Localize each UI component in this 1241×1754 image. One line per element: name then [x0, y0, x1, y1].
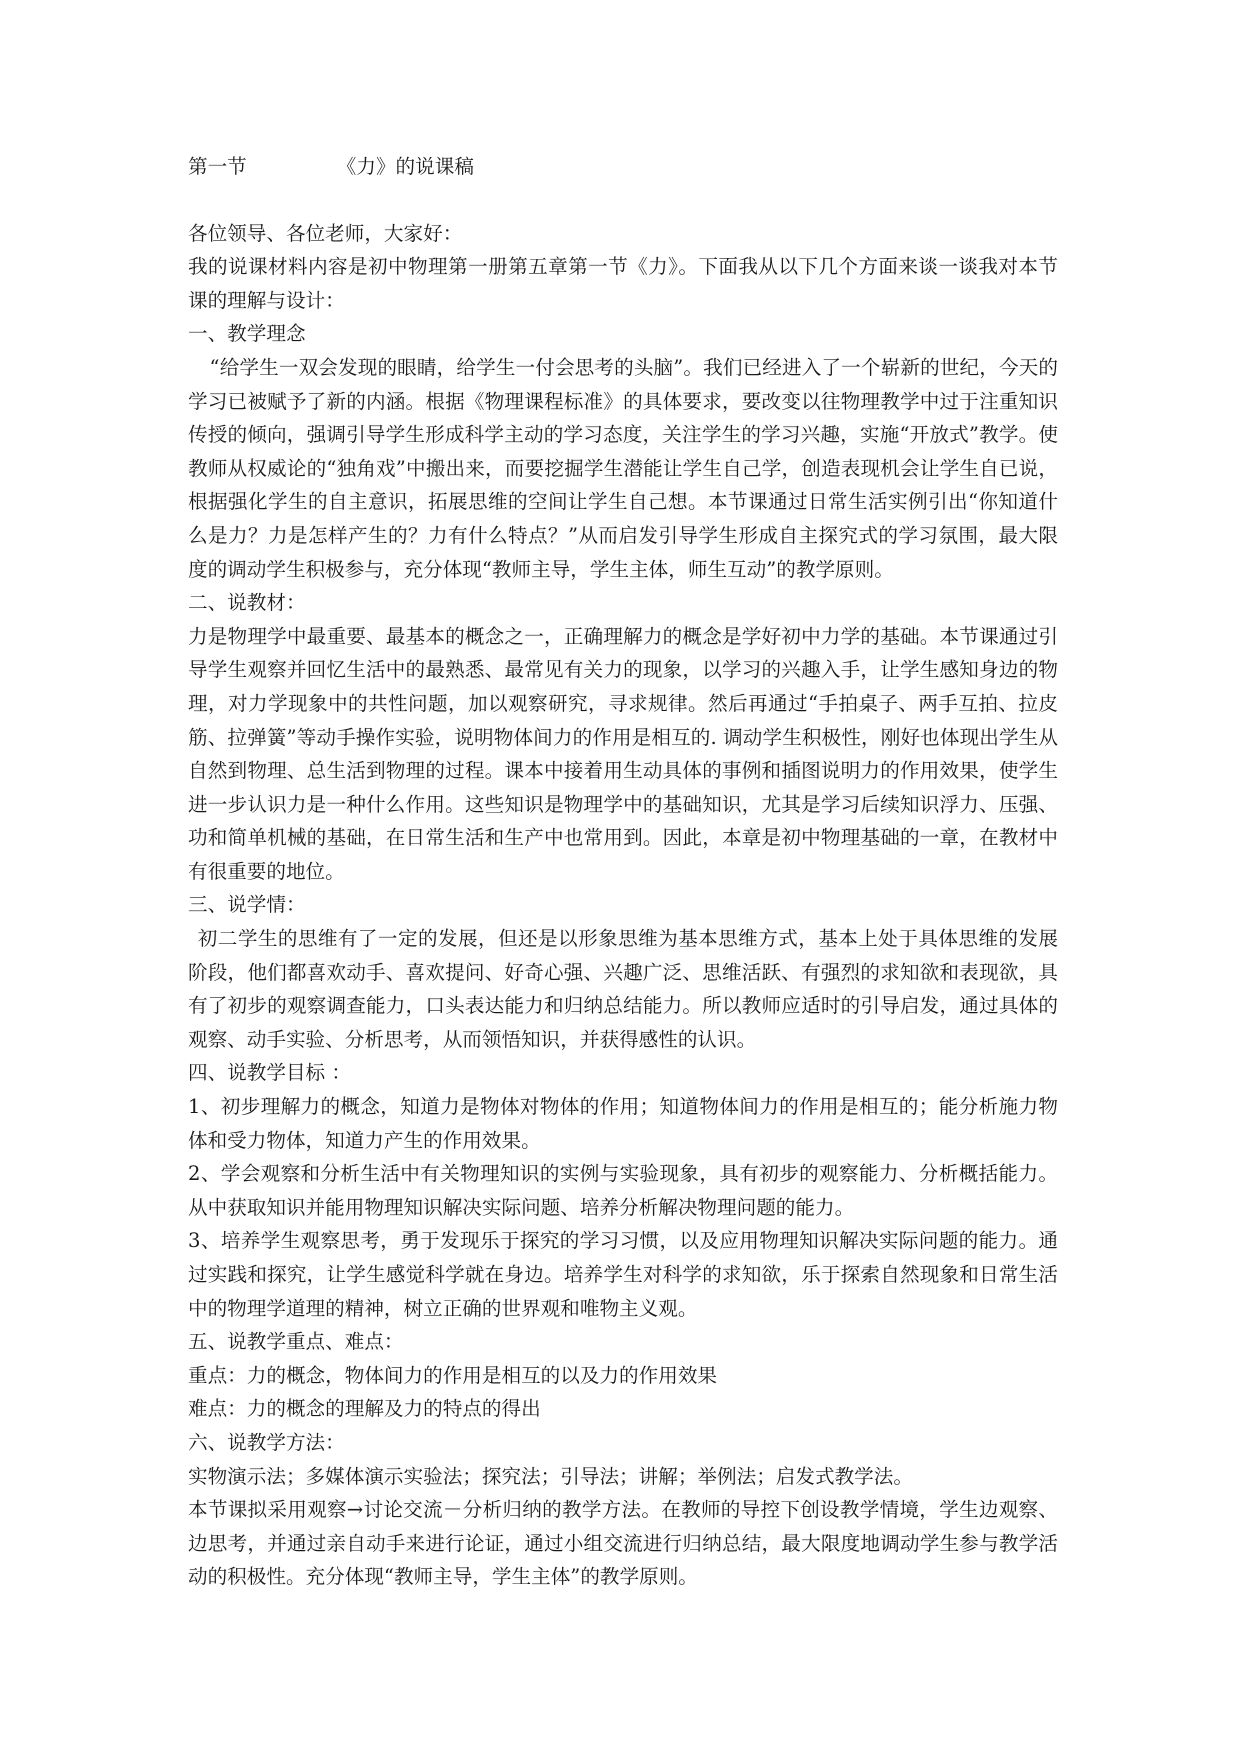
- section-heading-students: 三、说学情：: [188, 893, 306, 917]
- intro-paragraph: 我的说课材料内容是初中物理第一册第五章第一节《力》。下面我从以下几个方面来谈一谈我对本节课的理解与设计：: [188, 255, 1058, 312]
- section-heading-philosophy: 一、教学理念: [188, 322, 306, 346]
- document-title: [188, 150, 1058, 184]
- students-paragraph: 初二学生的思维有了一定的发展，但还是以形象思维为基本思维方式，基本上处于具体思维的发展阶段，他们都喜欢动手、喜欢提问、好奇心强、兴趣广泛、思维活跃、有强烈的求知欲和表现欲，具有了初步的观察调查能力，口头表达能力和归纳总结能力。所以教师应适时的引导启发，通过具体的观察、动手实验、分析思考，从而领悟知识，并获得感性的认识。: [188, 927, 1058, 1051]
- greeting-paragraph: 各位领导、各位老师，大家好：: [188, 221, 463, 245]
- textbook-paragraph: 力是物理学中最重要、最基本的概念之一，正确理解力的概念是学好初中力学的基础。本节课通过引导学生观察并回忆生活中的最熟悉、最常见有关力的现象，以学习的兴趣入手，让学生感知身边的物理，对力学现象中的共性问题，加以观察研究，寻求规律。然后再通过“手拍桌子、两手互拍、拉皮筋、拉弹簧”等动手操作实验，说明物体间力的作用是相互的. 调动学生积极性，刚好也体现出学生从自然到物理、总生活到物理的过程。课本中接着用生动具体的事例和插图说明力的作用效果，使学生进一步认识力是一种什么作用。这些知识是物理学中的基础知识，尤其是学习后续知识浮力、压强、功和简单机械的基础，在日常生活和生产中也常用到。因此，本章是初中物理基础的一章，在教材中有很重要的地位。: [188, 624, 1058, 883]
- key-point-line: 重点：力的概念，物体间力的作用是相互的以及力的作用效果: [188, 1363, 718, 1387]
- objective-item-3: 3、培养学生观察思考，勇于发现乐于探究的学习习惯，以及应用物理知识解决实际问题的能力。通过实践和探究，让学生感觉科学就在身边。培养学生对科学的求知欲，乐于探索自然现象和日常生活中的物理学道理的精神，树立正确的世界观和唯物主义观。: [188, 1229, 1058, 1320]
- section-heading-methods: 六、说教学方法：: [188, 1430, 345, 1454]
- section-heading-textbook: 二、说教材：: [188, 591, 306, 615]
- objective-item-1: 1、初步理解力的概念，知道力是物体对物体的作用；知道物体间力的作用是相互的；能分析施力物体和受力物体，知道力产生的作用效果。: [188, 1095, 1058, 1152]
- title-section-label: 第一节: [188, 155, 247, 178]
- objective-item-2: 2、学会观察和分析生活中有关物理知识的实例与实验现象，具有初步的观察能力、分析概括能力。从中获取知识并能用物理知识解决实际问题、培养分析解决物理问题的能力。: [188, 1162, 1058, 1219]
- section-heading-objectives: 四、说教学目标 ：: [188, 1061, 351, 1085]
- methods-paragraph: 本节课拟采用观察→讨论交流－分析归纳的教学方法。在教师的导控下创设教学情境，学生边观察、边思考，并通过亲自动手来进行论证，通过小组交流进行归纳总结，最大限度地调动学生参与教学活动的积极性。充分体现“教师主导，学生主体”的教学原则。: [188, 1498, 1058, 1589]
- methods-list-line: 实物演示法；多媒体演示实验法；探究法；引导法；讲解；举例法；启发式教学法。: [188, 1464, 913, 1488]
- document-body: [188, 217, 1058, 1594]
- philosophy-paragraph: “给学生一双会发现的眼睛，给学生一付会思考的头脑”。我们已经进入了一个崭新的世纪，今天的学习已被赋予了新的内涵。根据《物理课程标准》的具体要求，要改变以往物理教学中过于注重知识传授的倾向，强调引导学生形成科学主动的学习态度，关注学生的学习兴趣，实施“开放式”教学。使教师从权威论的“独角戏”中搬出来，而要挖掘学生潜能让学生自己学，创造表现机会让学生自已说，根据强化学生的自主意识，拓展思维的空间让学生自己想。本节课通过日常生活实例引出“你知道什么是力？力是怎样产生的？力有什么特点？”从而启发引导学生形成自主探究式的学习氛围，最大限度的调动学生积极参与，充分体现“教师主导，学生主体，师生互动”的教学原则。: [188, 355, 1058, 581]
- title-lesson-name: 《力》的说课稿: [336, 155, 474, 178]
- difficulty-line: 难点：力的概念的理解及力的特点的得出: [188, 1397, 541, 1421]
- document-page: [188, 150, 1058, 1594]
- section-heading-key-points: 五、说教学重点、难点：: [188, 1330, 404, 1354]
